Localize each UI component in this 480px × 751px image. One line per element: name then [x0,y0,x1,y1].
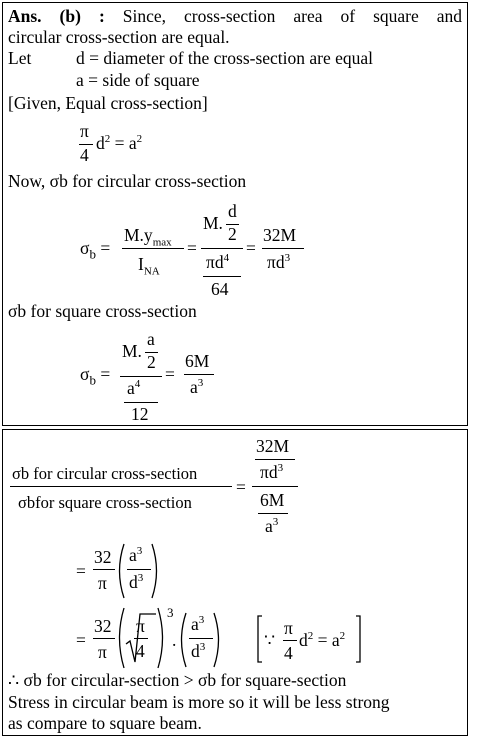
step2-equals: = [76,630,86,650]
step1-equals: = [76,561,86,581]
eq2-32m: 32M [263,225,297,245]
answer-label: Ans. (b) [8,6,81,26]
step2-pi: π [98,642,107,662]
ratio-equals: = [236,477,246,497]
eq2-pid4: $\pi d^4$ [206,252,230,272]
now-sigma-circular-label: Now, σb for circular cross-section [8,171,247,191]
given-note: [Given, Equal cross-section] [8,93,208,113]
eq1-four: 4 [80,145,89,165]
conclusion-line-1: Stress in circular beam is more so it will be less strong [8,692,390,712]
ratio-bar-main [252,486,298,487]
eq2-bar1 [122,248,184,249]
intro-line-2: circular cross-section are equal. [8,27,230,47]
eq2-d: d [228,201,237,221]
eq1-rhs: $d^2 = a^2$ [96,133,143,153]
ratio-numerator: σb for circular cross-section [12,464,198,483]
step2-bar-32 [93,638,115,639]
answer-colon: : [98,6,105,26]
step1-bar-a3 [127,569,151,570]
step1-d3: $d^3$ [129,572,144,592]
step1-bar-32 [93,569,115,570]
eq2-sigma: $\sigma_b$ = [80,238,111,262]
step2-bar-a3 [189,638,213,639]
step2-d3: $d^3$ [191,641,206,661]
eq3-a4: $a^4$ [127,378,141,398]
sigma-square-label: σb for square cross-section [8,301,197,321]
let-d-definition: d = diameter of the cross-section are equal [76,48,374,68]
intro-line-1 [8,6,462,27]
therefore-line: ∴ σb for circular-section > σb for square-section [8,670,347,690]
since-symbol: ∵ [264,630,276,650]
eq3-6m: 6M [185,351,210,371]
eq2-eq2: = [187,238,197,258]
eq2-den1: $I_{NA}$ [138,254,160,278]
step2-a3: $a^3$ [191,614,205,634]
ratio-bar-6m [258,513,288,514]
eq2-bar-final [262,248,304,249]
since-bar [283,640,297,641]
eq2-64: 64 [211,279,229,299]
eq2-bar-main [201,248,243,249]
ratio-denominator: σbfor square cross-section [18,493,192,512]
since-4: 4 [284,643,293,663]
ratio-bar-32m [255,459,295,460]
ratio-6m: 6M [260,490,285,510]
step2-cube: 3 [167,605,174,620]
eq3-m-dot: M. [122,341,142,361]
step1-a3: $a^3$ [129,545,143,565]
let-label: Let [8,48,32,68]
ratio-bar [10,486,232,487]
eq2-m-dot: M. [203,213,223,233]
conclusion-line-2: as compare to square beam. [8,713,202,733]
eq3-a: a [147,329,155,349]
eq3-sigma: $\sigma_b$ = [80,364,111,388]
step2-dot: . [172,630,177,650]
ratio-a3: $a^3$ [265,516,279,536]
since-pi: π [284,618,293,638]
step2-bar-sqrt [134,638,148,639]
ratio-pid3: $\pi d^3$ [260,462,284,482]
eq3-a3: $a^3$ [190,377,204,397]
ratio-32m: 32M [256,436,290,456]
intro-text-1: Since, cross-section area of square and [122,6,463,26]
step2-32: 32 [94,616,112,636]
eq2-eq3: = [246,238,256,258]
step1-pi: π [98,573,107,593]
eq2-two: 2 [228,224,237,244]
eq3-bar-final [184,374,214,375]
eq2-bar-64 [203,276,241,277]
let-a-definition: a = side of square [76,70,200,90]
eq3-eq2: = [165,364,175,384]
eq2-num1: $M.y_{max}$ [124,225,172,249]
eq2-pid3: $\pi d^3$ [267,252,291,272]
eq3-two: 2 [147,352,156,372]
step2-sqrt-pi: π [136,616,145,636]
since-rhs: $d^2 = a^2$ [299,630,346,650]
step2-sqrt-4: 4 [136,641,145,661]
step1-32: 32 [94,547,112,567]
eq3-12: 12 [131,404,149,424]
eq1-pi: π [80,121,89,141]
